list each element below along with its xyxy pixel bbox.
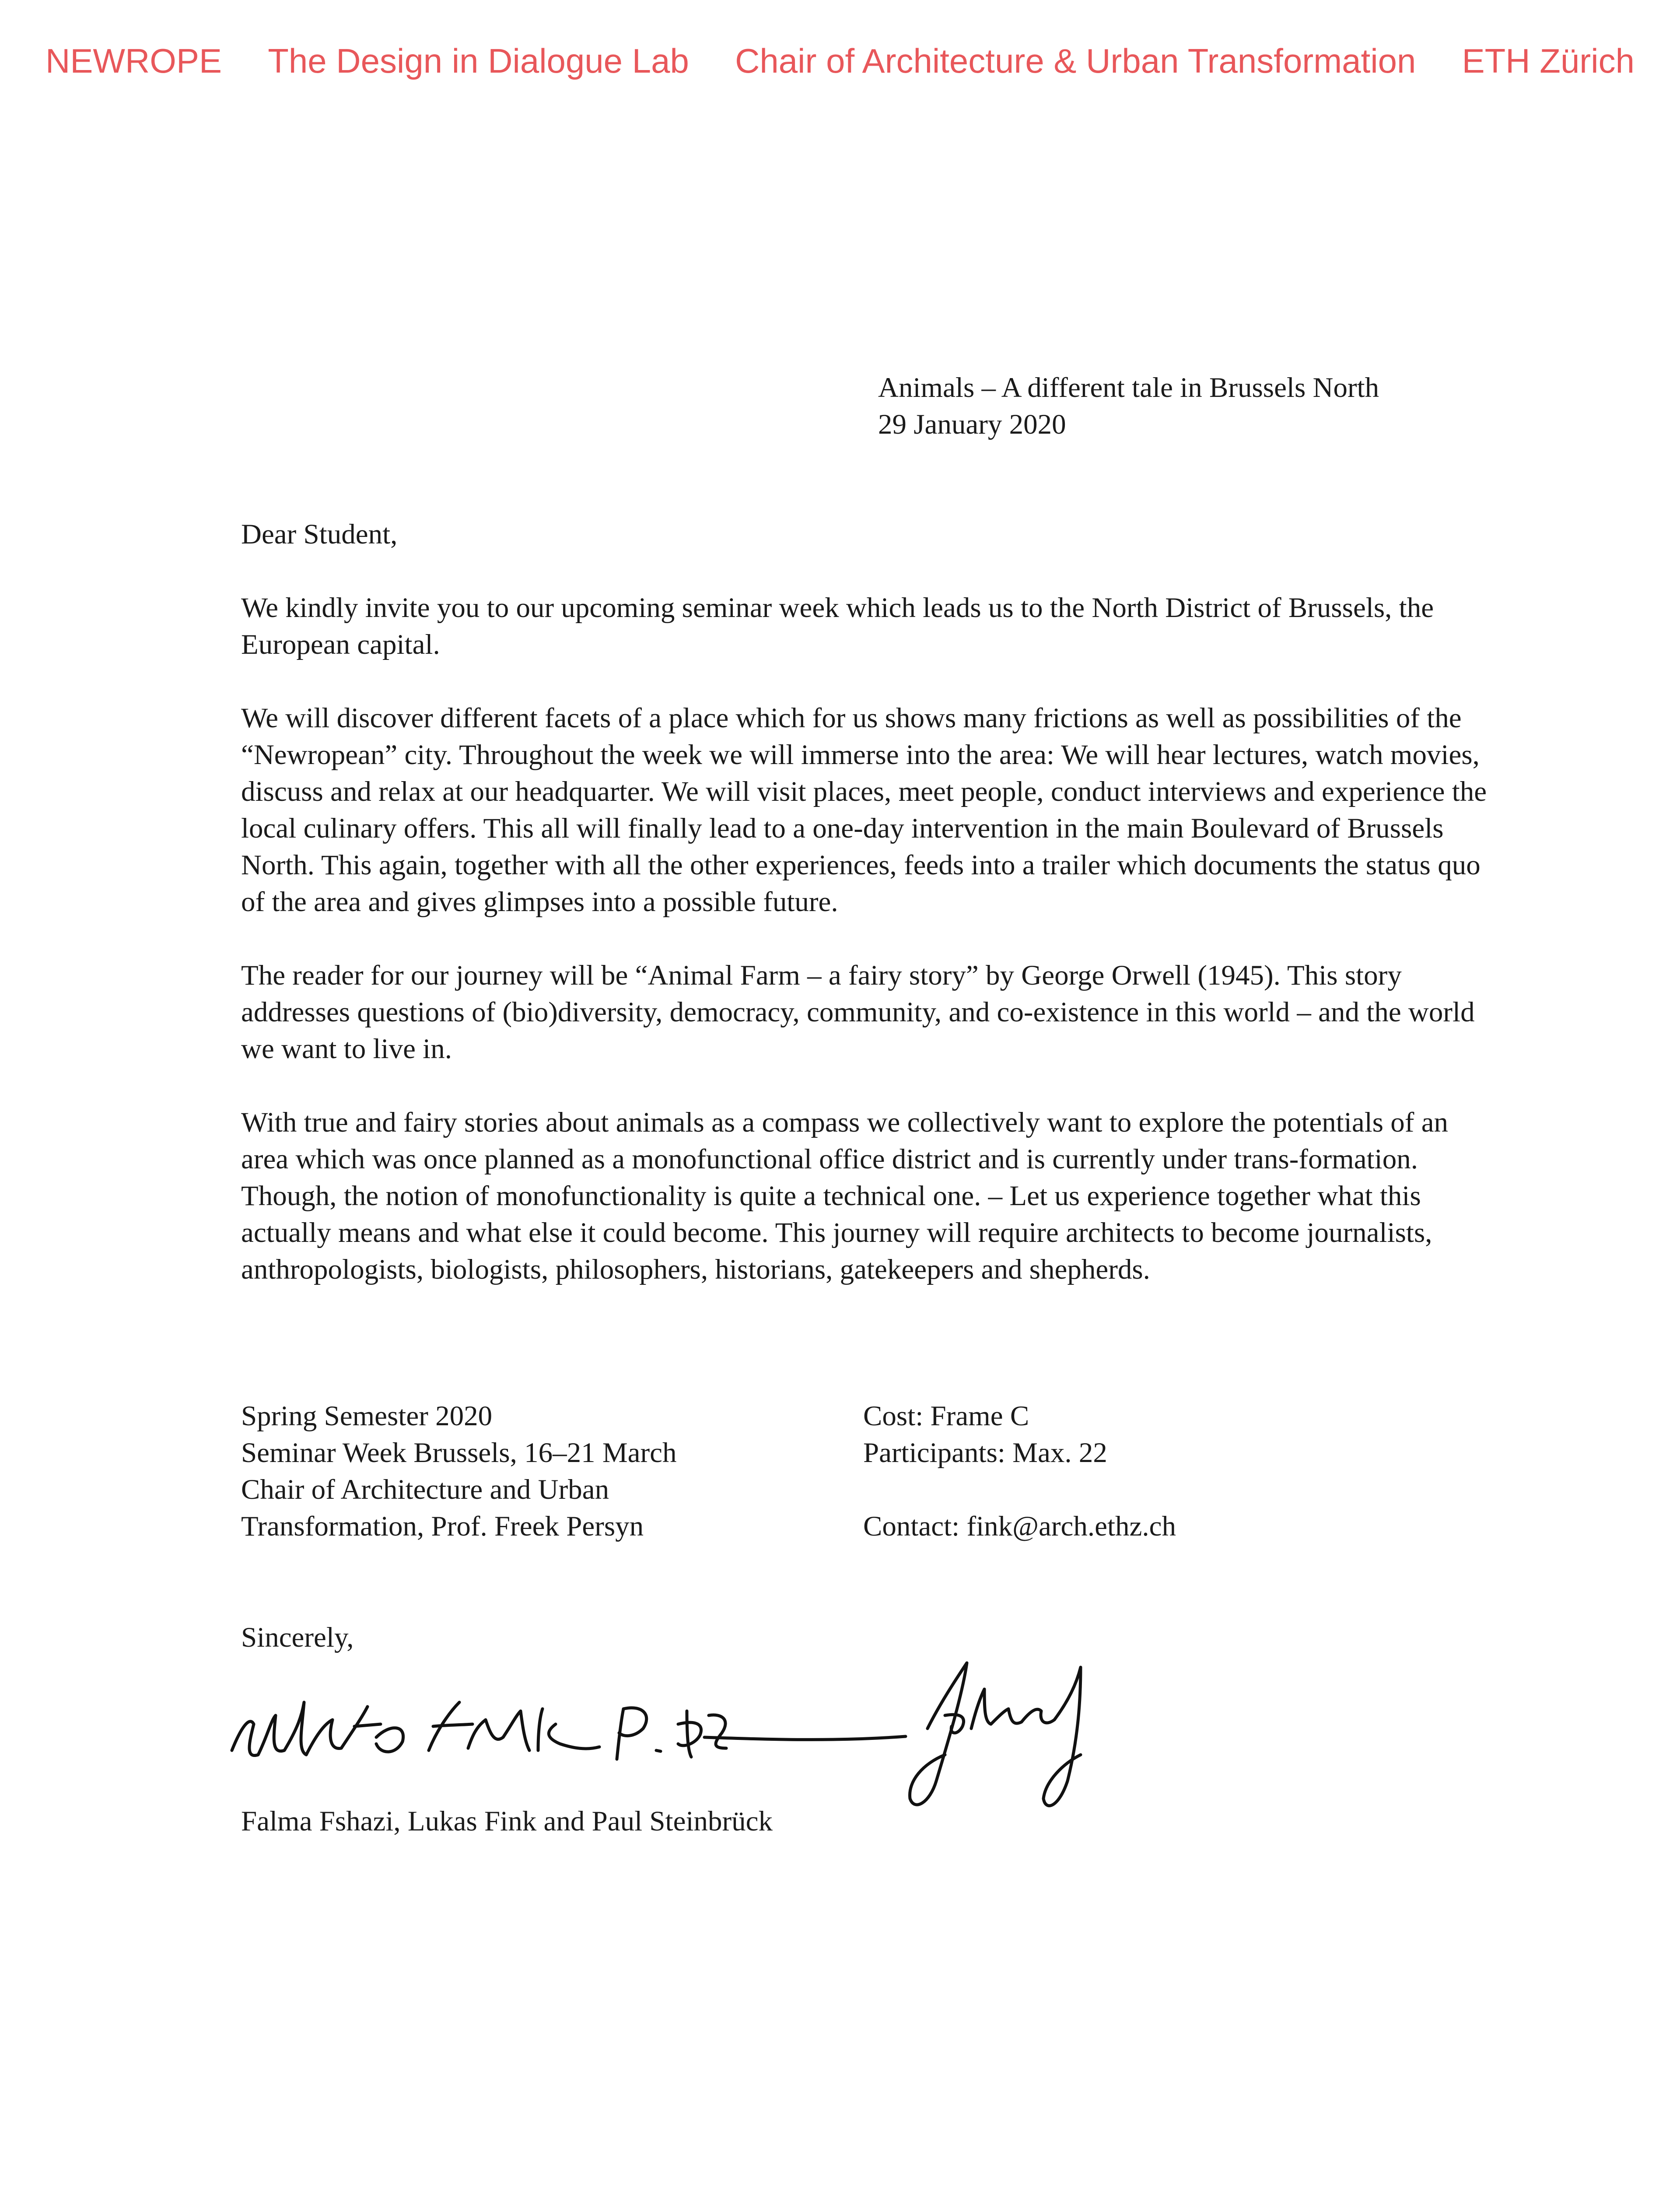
letterhead-lab: The Design in Dialogue Lab <box>268 42 689 80</box>
chair-line-2: Transformation, Prof. Freek Persyn <box>241 1511 644 1542</box>
details-right-column <box>863 1398 1176 1545</box>
paragraph-reader: The reader for our journey will be “Animal Farm – a fairy story” by George Orwell (1945). This story addresses questions of (bio)diversity, democracy, community, and co-existence in this world – and the world we want to live in. <box>241 960 1475 1065</box>
subject-block <box>878 369 1379 443</box>
signer-names: Falma Fshazi, Lukas Fink and Paul Steinbrück <box>241 1806 773 1837</box>
handwritten-signatures <box>223 1650 1142 1816</box>
signature-paul-steinbrueck <box>617 1708 906 1759</box>
details-left-column <box>241 1398 863 1545</box>
subject-title: Animals – A different tale in Brussels North <box>878 372 1379 403</box>
paragraph-program: We will discover different facets of a place which for us shows many frictions as well as possibilities of the “Newropean” city. Throughout the week we will immerse into the area: We will hear lectures, watch movies, discuss and relax at our headquarter. We will visit places, meet people, conduct interviews and experience the local culinary offers. This all will finally lead to a one-day intervention in the main Boulevard of Brussels North. This again, together with all the other experiences, feeds into a trailer which documents the status quo of the area and gives glimpses into a possible future. <box>241 702 1487 918</box>
seminar-details <box>241 1398 1492 1545</box>
paragraph-compass: With true and fairy stories about animals as a compass we collectively want to explore the potentials of an area which was once planned as a monofunctional office district and is currently under trans-formation. Though, the notion of monofunctionality is quite a technical one. – Let us experience together what this actually means and what else it could become. This journey will require architects to become journalists, anthropologists, biologists, philosophers, historians, gatekeepers and shepherds. <box>241 1107 1449 1285</box>
letterhead-chair: Chair of Architecture & Urban Transformation <box>735 42 1416 80</box>
cost: Cost: Frame C <box>863 1400 1029 1432</box>
signature-lukas-fink <box>232 1702 599 1756</box>
seminar-week: Seminar Week Brussels, 16–21 March <box>241 1437 677 1469</box>
salutation: Dear Student, <box>241 519 398 550</box>
contact: Contact: fink@arch.ethz.ch <box>863 1511 1176 1542</box>
letter-body <box>241 516 1492 1325</box>
letterhead-newrope: NEWROPE <box>46 42 222 80</box>
signature-falma-fshazi <box>910 1663 1081 1806</box>
closing: Sincerely, <box>241 1622 354 1653</box>
chair-line-1: Chair of Architecture and Urban <box>241 1474 609 1505</box>
letterhead-eth: ETH Zürich <box>1462 42 1634 80</box>
paragraph-invitation: We kindly invite you to our upcoming seminar week which leads us to the North District of Brussels, the European capital. <box>241 592 1434 660</box>
participants: Participants: Max. 22 <box>863 1437 1107 1469</box>
semester: Spring Semester 2020 <box>241 1400 493 1432</box>
subject-date: 29 January 2020 <box>878 409 1066 440</box>
letterhead <box>46 44 1634 78</box>
details-spacer <box>863 1471 1176 1508</box>
